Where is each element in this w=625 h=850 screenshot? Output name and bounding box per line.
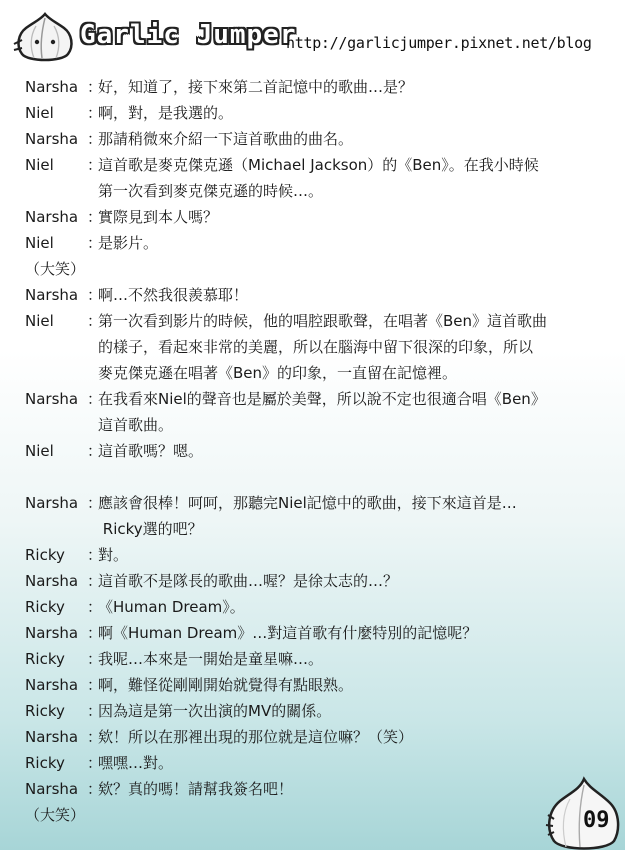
- speaker-colon: ：: [87, 390, 103, 408]
- dialogue-line: [25, 568, 615, 594]
- dialogue-line: [25, 542, 615, 568]
- dialogue-text: 麥克傑克遜在唱著《Ben》的印象，一直留在記憶裡。: [98, 364, 458, 382]
- speaker-colon: ：: [87, 728, 103, 746]
- dialogue-line: [25, 126, 615, 152]
- dialogue-text: 這首歌是麥克傑克遜（Michael Jackson）的《Ben》。在我小時候: [98, 156, 539, 174]
- dialogue-line: [25, 698, 615, 724]
- dialogue-line: [25, 152, 615, 178]
- dialogue-line: [25, 308, 615, 334]
- dialogue-text: 《Human Dream》。: [98, 598, 245, 616]
- speaker-name: Narsha: [25, 494, 79, 512]
- speaker-colon: ：: [87, 78, 103, 96]
- dialogue-text: 因為這是第一次出演的MV的關係。: [98, 702, 332, 720]
- dialogue-line: [25, 776, 615, 802]
- speaker-name: Niel: [25, 312, 54, 330]
- speaker-name: Ricky: [25, 598, 65, 616]
- dialogue-line: [25, 672, 615, 698]
- speaker-name: Narsha: [25, 286, 79, 304]
- speaker-name: Narsha: [25, 390, 79, 408]
- dialogue-text: 在我看來Niel的聲音也是屬於美聲，所以說不定也很適合唱《Ben》: [98, 390, 546, 408]
- dialogue-line: [25, 724, 615, 750]
- stage-direction: （大笑）: [25, 806, 86, 824]
- blog-url[interactable]: http://garlicjumper.pixnet.net/blog: [286, 34, 592, 52]
- logo-text: Garlic Jumper: [80, 20, 297, 50]
- dialogue-text: 啊，難怪從剛剛開始就覺得有點眼熟。: [98, 676, 354, 694]
- speaker-colon: ：: [87, 624, 103, 642]
- speaker-colon: ：: [87, 494, 103, 512]
- dialogue-text: 嘿嘿…對。: [98, 754, 174, 772]
- dialogue-continuation: [25, 516, 615, 542]
- dialogue-line: [25, 438, 615, 464]
- speaker-name: Ricky: [25, 754, 65, 772]
- speaker-colon: ：: [87, 312, 103, 330]
- speaker-name: Ricky: [25, 702, 65, 720]
- speaker-colon: ：: [87, 572, 103, 590]
- dialogue-continuation: [25, 360, 615, 386]
- dialogue-text: 欸？真的嗎！請幫我簽名吧！: [98, 780, 294, 798]
- dialogue-line: [25, 386, 615, 412]
- dialogue-line: [25, 230, 615, 256]
- speaker-colon: ：: [87, 754, 103, 772]
- dialogue-continuation: [25, 334, 615, 360]
- dialogue-line: [25, 620, 615, 646]
- dialogue-text: 啊…不然我很羨慕耶！: [98, 286, 249, 304]
- dialogue-text: 啊，對，是我選的。: [98, 104, 234, 122]
- speaker-name: Narsha: [25, 78, 79, 96]
- dialogue-continuation: [25, 412, 615, 438]
- dialogue-line: [25, 750, 615, 776]
- speaker-name: Narsha: [25, 208, 79, 226]
- dialogue-text: 應該會很棒！呵呵，那聽完Niel記憶中的歌曲，接下來這首是…: [98, 494, 517, 512]
- dialogue-continuation: [25, 178, 615, 204]
- dialogue-text: 這首歌不是隊長的歌曲…喔？是徐太志的…？: [98, 572, 399, 590]
- speaker-colon: ：: [87, 546, 103, 564]
- dialogue-text: 這首歌嗎？嗯。: [98, 442, 204, 460]
- speaker-colon: ：: [87, 650, 103, 668]
- speaker-name: Narsha: [25, 676, 79, 694]
- dialogue-text: 實際見到本人嗎？: [98, 208, 219, 226]
- dialogue-line: [25, 204, 615, 230]
- dialogue-text: Ricky選的吧？: [98, 520, 203, 538]
- dialogue-text: 那請稍微來介紹一下這首歌曲的曲名。: [98, 130, 354, 148]
- speaker-name: Narsha: [25, 780, 79, 798]
- dialogue-text: 的樣子，看起來非常的美麗，所以在腦海中留下很深的印象，所以: [98, 338, 534, 356]
- stage-direction: （大笑）: [25, 260, 86, 278]
- speaker-name: Niel: [25, 104, 54, 122]
- speaker-name: Ricky: [25, 546, 65, 564]
- speaker-colon: ：: [87, 676, 103, 694]
- speaker-colon: ：: [87, 780, 103, 798]
- dialogue-line: [25, 282, 615, 308]
- dialogue-text: 是影片。: [98, 234, 159, 252]
- dialogue-text: 對。: [98, 546, 129, 564]
- dialogue-line: [25, 646, 615, 672]
- dialogue-text: 第一次看到麥克傑克遜的時候…。: [98, 182, 324, 200]
- speaker-colon: ：: [87, 234, 103, 252]
- speaker-name: Niel: [25, 442, 54, 460]
- speaker-name: Ricky: [25, 650, 65, 668]
- dialogue-text: 好，知道了，接下來第二首記憶中的歌曲…是？: [98, 78, 414, 96]
- page-number: 09: [583, 808, 610, 833]
- speaker-colon: ：: [87, 598, 103, 616]
- speaker-colon: ：: [87, 104, 103, 122]
- dialogue-text: 第一次看到影片的時候，他的唱腔跟歌聲，在唱著《Ben》這首歌曲: [98, 312, 548, 330]
- blank-line: [25, 464, 615, 490]
- transcript: [25, 74, 615, 828]
- dialogue-text: 我呢…本來是一開始是童星嘛…。: [98, 650, 324, 668]
- dialogue-text: 欸！所以在那裡出現的那位就是這位嘛？（笑）: [98, 728, 414, 746]
- speaker-colon: ：: [87, 130, 103, 148]
- speaker-name: Narsha: [25, 130, 79, 148]
- dialogue-line: [25, 594, 615, 620]
- speaker-name: Narsha: [25, 728, 79, 746]
- page-header: [0, 0, 625, 70]
- dialogue-line: [25, 74, 615, 100]
- dialogue-line: [25, 100, 615, 126]
- speaker-colon: ：: [87, 286, 103, 304]
- speaker-name: Niel: [25, 234, 54, 252]
- dialogue-text: 啊《Human Dream》…對這首歌有什麼特別的記憶呢？: [98, 624, 478, 642]
- speaker-name: Narsha: [25, 624, 79, 642]
- dialogue-line: [25, 490, 615, 516]
- speaker-name: Narsha: [25, 572, 79, 590]
- speaker-colon: ：: [87, 702, 103, 720]
- garlic-mascot-icon: [12, 10, 78, 64]
- speaker-name: Niel: [25, 156, 54, 174]
- speaker-colon: ：: [87, 208, 103, 226]
- speaker-colon: ：: [87, 442, 103, 460]
- speaker-colon: ：: [87, 156, 103, 174]
- dialogue-text: 這首歌曲。: [98, 416, 174, 434]
